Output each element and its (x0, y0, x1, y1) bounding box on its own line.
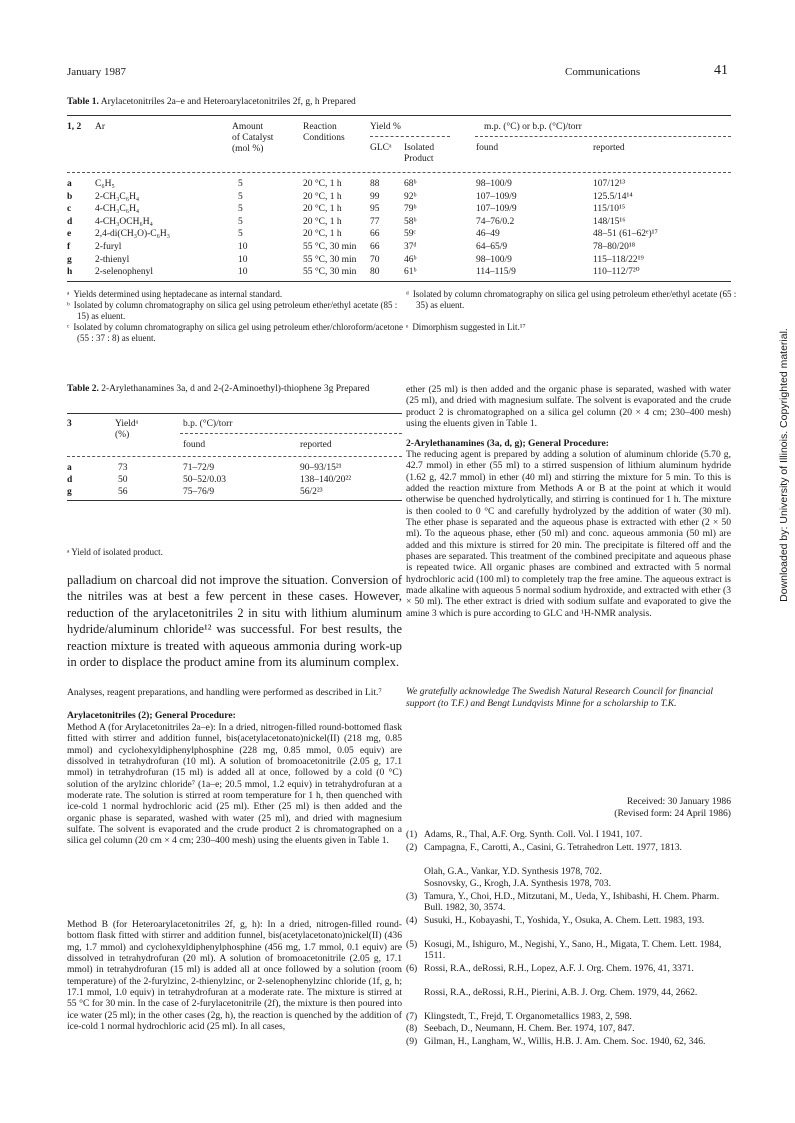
t2-cell-found: 71–72/9 (183, 463, 215, 473)
t1-cell-iso: 79ᵇ (404, 204, 417, 215)
t1-cell-found: 46–49 (476, 229, 500, 240)
t1-footnote (67, 300, 407, 322)
reference-item (406, 987, 731, 1010)
table2-title: 2-Arylethanamines 3a, d and 2-(2-Aminoethyl)-thiophene 3g Prepared (101, 384, 370, 394)
footnote-text: Isolated by column chromatography on silica gel using petroleum ether/chloroform/acetone (55 : 37 : 8) as eluent. (73, 322, 403, 343)
footnote-mark: ᶜ (67, 322, 70, 332)
t1-col-amount: Amount of Catalyst (mol %) (232, 122, 274, 154)
t1-cell-glc: 66 (370, 242, 380, 252)
footnote-text: Isolated by column chromatography on silica gel using petroleum ether/ethyl acetate (85 : 15) as eluent. (73, 300, 398, 321)
t2-col-found: found (183, 440, 206, 450)
t1-cell-reported: 78–80/20¹⁸ (593, 242, 636, 252)
t1-col-found: found (476, 143, 499, 153)
reduction-procedure: The reducing agent is prepared by adding a solution of aluminum chloride (5.70 g, 42.7 mmol) in ether (55 ml) to a stirred suspension of lithium aluminum hydride (1.62 g, 42.7 mmol) in ether (40 ml) and stirring the mixture for 5 min. To this is added the reaction mixture from Methods A or B at the point at which it would otherwise be quenched hydrolytically, and stirring is continued for 1 h. The mixture is then cooled to 0 °C and carefully hydrolyzed by the addition of water (30 ml). The ether phase is separated and the aqueous phase is extracted with ether (2 × 50 ml). To the aqueous phase, ether (50 ml) and conc. aqueous ammonia (50 ml) are added and this mixture is stirred for 20 min. The precipitate is filtered off and the phases are separated. This treatment of the combined precipitate and aqueous phase is repeated twice. All organic phases are combined and extracted with 5 normal hydrochloric acid (100 ml) to completely trap the free amine. The aqueous extract is made alkaline with aqueous 5 normal sodium hydroxide, and extracted with ether (3 × 50 ml). The ether extract is dried with sodium sulfate and evaporated to give the amine 3 which is pure according to GLC and ¹H-NMR analysis. (406, 449, 731, 619)
t1-cell-id: e (67, 229, 72, 240)
t1-cell-cond: 20 °C, 1 h (303, 204, 342, 215)
t1-col-ar: Ar (95, 122, 106, 132)
reference-item (406, 1023, 731, 1034)
t1-cell-iso: 92ᵇ (404, 191, 417, 202)
t1-cell-glc: 80 (370, 267, 380, 278)
table1-header-rule (67, 172, 731, 173)
running-journal: Communications (565, 66, 641, 78)
table1-top-rule (67, 115, 731, 116)
t1-cell-reported: 48–51 (61–62ᵉ)¹⁷ (593, 229, 658, 240)
reference-text: Susuki, H., Kobayashi, T., Yoshida, Y., Osuka, A. Chem. Lett. 1983, 193. (424, 914, 705, 926)
table2-header-rule (67, 456, 402, 457)
page-number: 41 (714, 63, 728, 78)
t2-cell-reported: 56/2²³ (300, 487, 323, 497)
t2-cell-yield: 50 (118, 475, 128, 485)
t1-cell-ar: C₆H₅ (95, 179, 115, 189)
t1-cell-ar: 2-CH₃C₆H₄ (95, 191, 140, 202)
footnote-text: Dimorphism suggested in Lit.¹⁷ (412, 322, 526, 332)
t1-footnote (67, 322, 407, 344)
reference-item (406, 1036, 731, 1059)
t1-cell-amount: 10 (238, 267, 248, 278)
table1-label: Table 1. (67, 97, 99, 107)
t1-cell-cond: 55 °C, 30 min (303, 267, 357, 278)
arylacetonitriles-heading: Arylacetonitriles (2); General Procedure: (67, 710, 236, 721)
reference-number: (5) (406, 938, 418, 950)
t1-cell-ar: 2-selenophenyl (95, 267, 154, 278)
reference-text: Klingstedt, T., Frejd, T. Organometallics 1983, 2, 598. (424, 1010, 632, 1022)
t2-cell-reported: 90–93/15²¹ (300, 463, 342, 473)
footnote-mark: ᵇ (67, 300, 70, 310)
t1-cell-cond: 20 °C, 1 h (303, 191, 342, 202)
table2-bottom-rule (67, 500, 402, 501)
t1-cell-glc: 95 (370, 204, 380, 215)
t2-cell-yield: 73 (118, 463, 128, 473)
t1-cell-amount: 10 (238, 242, 248, 252)
t1-cell-found: 98–100/9 (476, 254, 512, 265)
t1-cell-glc: 88 (370, 179, 380, 189)
t1-cell-id: f (67, 242, 71, 252)
t1-cell-id: a (67, 179, 72, 189)
t1-cell-iso: 46ᵇ (404, 254, 417, 265)
reference-item (406, 963, 731, 986)
t1-cell-cond: 55 °C, 30 min (303, 254, 357, 265)
reference-item (406, 842, 731, 865)
t1-cell-cond: 20 °C, 1 h (303, 179, 342, 189)
reference-number: (4) (406, 914, 418, 926)
t2-cell-id: d (67, 475, 73, 485)
t1-cell-iso: 61ᵇ (404, 267, 417, 278)
table2-top-rule (67, 413, 402, 414)
reference-text: Sosnovsky, G., Krogh, J.A. Synthesis 1978, 703. (424, 878, 612, 890)
download-watermark: Downloaded by: University of Illinois. Copyrighted material. (778, 328, 790, 602)
t1-cell-amount: 5 (238, 216, 243, 227)
t1-cell-amount: 5 (238, 229, 243, 240)
t1-cell-id: g (67, 254, 72, 265)
reference-number: (7) (406, 1010, 418, 1022)
revised-date: (Revised form: 24 April 1986) (614, 808, 731, 819)
t1-cell-reported: 125.5/14¹⁴ (593, 191, 633, 202)
reference-text: Kosugi, M., Ishiguro, M., Negishi, Y., Sano, H., Migata, T. Chem. Lett. 1984, 1511. (424, 938, 722, 962)
reference-text: Tamura, Y., Choi, H.D., Mitzutani, M., Ueda, Y., Ishibashi, H. Chem. Pharm. Bull. 1982, 30, 3574. (424, 890, 720, 914)
t1-yield-subrule (370, 136, 450, 137)
t1-cell-reported: 107/12¹³ (593, 179, 626, 189)
t2-cell-reported: 138–140/20²² (300, 475, 352, 485)
reference-number: (9) (406, 1036, 418, 1047)
t1-cell-amount: 5 (238, 179, 243, 189)
reference-item (406, 1011, 731, 1022)
t1-col-id: 1, 2 (67, 122, 82, 132)
reference-text: Seebach, D., Neumann, H. Chem. Ber. 1974, 107, 847. (424, 1023, 635, 1035)
table1-title: Arylacetonitriles 2a–e and Heteroarylacetonitriles 2f, g, h Prepared (100, 97, 356, 107)
t2-cell-id: a (67, 463, 72, 473)
reference-text: Adams, R., Thal, A.F. Org. Synth. Coll. Vol. I 1941, 107. (424, 829, 643, 840)
reference-text: Rossi, R.A., deRossi, R.H., Pierini, A.B. J. Org. Chem. 1979, 44, 2662. (424, 986, 698, 998)
t1-cell-amount: 10 (238, 254, 248, 265)
t1-cell-found: 114–115/9 (476, 267, 516, 278)
method-a-paragraph: Method A (for Arylacetonitriles 2a–e): In a dried, nitrogen-filled round-bottomed flask fitted with stirrer and addition funnel, bis(acetylacetonato)nickel(II) (218 mg, 0.85 mmol) and cyclohexyldiphenylphosphine (228 mg, 0.85 mmol, 0.05 equiv) are dissolved in tetrahydrofuran (10 ml). A solution of bromoacetonitrile (2.05 g, 17.1 mmol) in tetrahydrofuran (15 ml) is added all at once, followed by a cold (0 °C) solution of the arylzinc chloride⁷ (1a–e; 20.5 mmol, 1.2 equiv) in tetrahydrofuran at a moderate rate. The solution is stirred at room temperature for 1 h, then quenched with ice-cold 1 normal hydrochloric acid (25 ml). Ether (25 ml) is then added and the organic phase is separated, washed with water (25 ml), and dried with magnesium sulfate. The solvent is evaporated and the crude product 2 is chromatographed on a silica gel column (20 cm × 4 cm; 230–400 mesh) using the eluents given in Table 1. (67, 722, 402, 847)
method-b-paragraph: Method B (for Heteroarylacetonitriles 2f, g, h): In a dried, nitrogen-filled round-bottom flask fitted with stirrer and addition funnel, bis(acetylacetonato)nickel(II) (436 mg, 1.7 mmol) and cyclohexyldiphenylphosphine (456 mg, 1.7 mmol, 0.1 equiv) are dissolved in tetrahydrofuran (20 ml). A solution of bromoacetonitrile (2.05 g, 17.1 mmol) in tetrahydrofuran (15 ml) is added all at once followed by a solution (room temperature) of the 2-furylzinc, 2-thienylzinc, or 2-selenophenylzinc chloride (1f, g, h; 17.1 mmol, 1.0 equiv) in tetrahydrofuran at a moderate rate. The mixture is stirred at 55 °C for 30 min. In the case of 2-furylacetonitrile (2f), the mixture is then poured into ice water (25 ml); in the other cases (2g, h), the reaction is quenched by the addition of ice-cold 1 normal hydrochloric acid (25 ml). In all cases, (67, 919, 402, 1033)
t1-cell-found: 74–76/0.2 (476, 216, 515, 227)
t1-cell-cond: 20 °C, 1 h (303, 216, 342, 227)
footnote-mark: ᵉ (406, 322, 409, 332)
table1-caption (67, 97, 356, 107)
reference-number: (2) (406, 841, 418, 853)
table2-label: Table 2. (67, 384, 99, 394)
received-date: Received: 30 January 1986 (626, 796, 731, 807)
footnote-text: Yields determined using heptadecane as internal standard. (73, 289, 283, 299)
reference-item (406, 878, 731, 889)
reference-item (406, 915, 731, 938)
t1-cell-iso: 68ᵇ (404, 179, 417, 189)
reference-number: (1) (406, 829, 418, 840)
t1-col-isolated: Isolated Product (404, 143, 435, 164)
t1-cell-reported: 110–112/7²⁰ (593, 267, 640, 278)
continuation-paragraph: ether (25 ml) is then added and the organic phase is separated, washed with water (25 ml), and dried with magnesium sulfate. The solvent is evaporated and the crude product 2 is chromatographed on a silica gel column (20 × 4 cm; 230–400 mesh) using the eluents given in Table 1. (406, 384, 731, 430)
t1-cell-ar: 2,4-di(CH₃O)-C₆H₃ (95, 229, 171, 240)
t1-cell-found: 64–65/9 (476, 242, 508, 252)
t1-cell-iso: 58ᵇ (404, 216, 417, 227)
running-date: January 1987 (67, 66, 126, 78)
t1-mp-subrule (475, 136, 731, 137)
t1-col-mp: m.p. (°C) or b.p. (°C)/torr (484, 122, 582, 132)
t1-cell-id: d (67, 216, 73, 227)
t1-cell-iso: 59ᶜ (404, 229, 416, 240)
t1-cell-found: 98–100/9 (476, 179, 512, 189)
reference-item (406, 866, 731, 877)
t2-col-id: 3 (67, 419, 72, 429)
t1-cell-amount: 5 (238, 204, 243, 215)
table2-caption (67, 384, 402, 395)
t2-cell-found: 50–52/0.03 (183, 475, 227, 485)
t1-cell-glc: 99 (370, 191, 380, 202)
reference-text: Rossi, R.A., deRossi, R.H., Lopez, A.F. J. Org. Chem. 1976, 41, 3371. (424, 962, 694, 974)
t1-cell-ar: 4-CH₃C₆H₄ (95, 204, 140, 215)
t1-cell-glc: 70 (370, 254, 380, 265)
t1-cell-glc: 66 (370, 229, 380, 240)
t1-cell-id: h (67, 267, 73, 278)
t1-col-yield: Yield % (370, 122, 401, 132)
footnote-mark: ᵈ (406, 289, 409, 299)
arylethanamines-heading: 2-Arylethanamines (3a, d, g); General Procedure: (406, 438, 609, 449)
t2-col-reported: reported (300, 440, 332, 450)
t1-cell-reported: 148/15¹⁶ (593, 216, 626, 227)
reference-item (406, 829, 731, 840)
intro-paragraph: palladium on charcoal did not improve the situation. Conversion of the nitriles was at best a few percent in these cases. However, reduction of the arylacetonitriles 2 in situ with lithium aluminum hydride/aluminum chloride¹² was successful. For best results, the reaction mixture is treated with aqueous ammonia during work-up in order to displace the product amine from its aluminum complex. (67, 573, 402, 670)
table2-footnote: ᵃ Yield of isolated product. (67, 547, 163, 557)
reference-text: Campagna, F., Carotti, A., Casini, G. Tetrahedron Lett. 1977, 1813. (424, 841, 682, 853)
t1-footnote (67, 289, 407, 300)
footnote-mark: ᵃ (67, 289, 70, 299)
footnote-text: Isolated by column chromatography on silica gel using petroleum ether/ethyl acetate (65 : 35) as eluent. (412, 289, 737, 310)
t2-bp-subrule (180, 433, 402, 434)
t1-cell-found: 107–109/9 (476, 191, 517, 202)
t1-cell-amount: 5 (238, 191, 243, 202)
t1-footnote (406, 322, 741, 333)
t1-footnote (406, 289, 741, 311)
reference-text: Gilman, H., Langham, W., Willis, H.B. J. Am. Chem. Soc. 1940, 62, 346. (424, 1036, 706, 1047)
t1-cell-cond: 20 °C, 1 h (303, 229, 342, 240)
t1-cell-cond: 55 °C, 30 min (303, 242, 357, 252)
table1-bottom-rule (67, 281, 731, 282)
t1-cell-ar: 4-CH₃OCH₆H₄ (95, 216, 153, 227)
t1-cell-glc: 77 (370, 216, 380, 227)
reference-number: (8) (406, 1023, 418, 1035)
reference-item (406, 891, 731, 914)
t2-col-bp: b.p. (°C)/torr (183, 419, 233, 429)
analyses-paragraph: Analyses, reagent preparations, and handling were performed as described in Lit.⁷ (67, 687, 382, 698)
t1-cell-id: b (67, 191, 73, 202)
t2-col-yield: Yieldᵃ (%) (115, 419, 139, 440)
t1-cell-ar: 2-thienyl (95, 254, 130, 265)
t1-col-reaction: Reaction Conditions (303, 122, 345, 143)
t1-cell-found: 107–109/9 (476, 204, 517, 215)
reference-item (406, 939, 731, 962)
t1-cell-id: c (67, 204, 72, 215)
t1-cell-reported: 115–118/22¹⁹ (593, 254, 644, 265)
t2-cell-yield: 56 (118, 487, 128, 497)
t1-cell-ar: 2-furyl (95, 242, 122, 252)
reference-number: (6) (406, 962, 418, 974)
t1-cell-iso: 37ᵈ (404, 242, 417, 252)
t1-col-glc: GLCᵃ (370, 143, 392, 153)
t1-cell-reported: 115/10¹⁵ (593, 204, 626, 215)
t2-cell-found: 75–76/9 (183, 487, 215, 497)
t1-col-reported: reported (593, 143, 625, 153)
acknowledgement: We gratefully acknowledge The Swedish Natural Research Council for financial support (to T.F.) and Bengt Lundqvists Minne for a scholarship to T.K. (406, 686, 714, 709)
t2-cell-id: g (67, 487, 72, 497)
reference-text: Olah, G.A., Vankar, Y.D. Synthesis 1978, 702. (424, 865, 602, 877)
reference-number: (3) (406, 890, 418, 902)
